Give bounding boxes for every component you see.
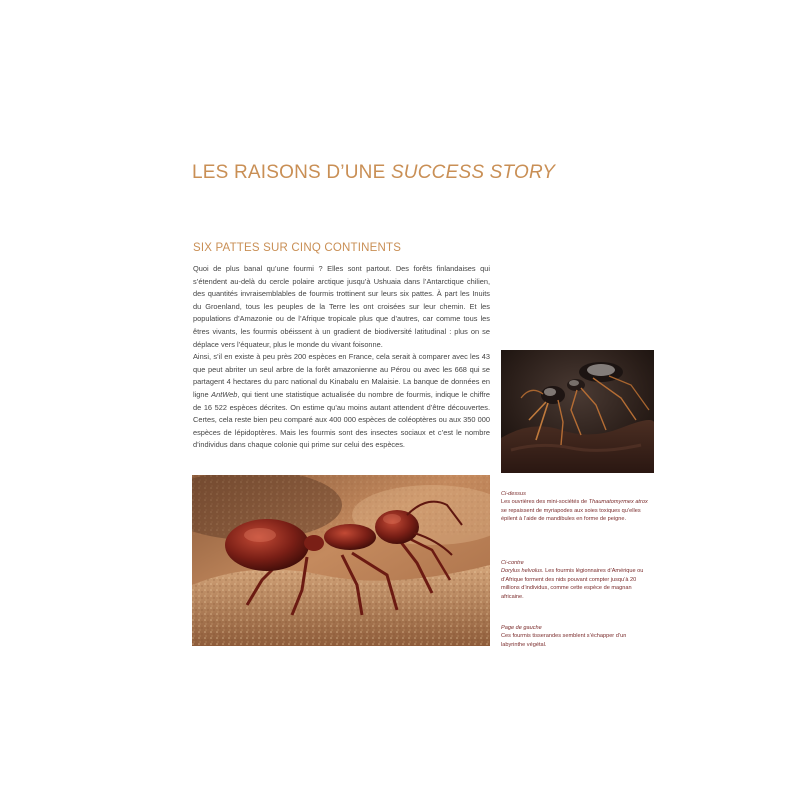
paragraph-2-start: Ainsi, s’il en existe à peu près 200 espèces en France, cela serait à comparer avec les 43 que peut abriter un seul arbre de la forêt amazonienne au Pérou ou avec les 668 qui se partagent 4 hectares du parc national du Kinabalu en Malaisie. La banque de données en ligne [193, 352, 490, 399]
chapter-title-text: LES RAISONS D’UNE [192, 162, 391, 183]
caption-above-label: Ci-dessus [501, 491, 526, 497]
photo-ant-red [192, 475, 490, 646]
caption-opposite [501, 559, 651, 601]
paragraph-1: Quoi de plus banal qu’une fourmi ? Elles sont partout. Des forêts finlandaises qui s’étendent au-delà du cercle polaire arctique jusqu’à Ushuaia dans l’Antarctique chilien, des quantités invraisemblables de fourmis trottinent sur leurs six pattes. À part les Inuits du Groenland, tous les peuples de la Terre les ont croisées sur leur chemin. Et les populations d’Amazonie ou de l’Afrique tropicale plus que d’autres, car comme tous les êtres vivants, les fourmis obéissent à un gradient de biodiversité latitudinal : plus on se déplace vers l’équateur, plus le monde du vivant foisonne. [193, 264, 490, 349]
caption-left-page-text-start: Ces fourmis tisserandes semblent s’échapper d’un labyrinthe végétal. [501, 633, 627, 648]
caption-above [501, 490, 651, 524]
caption-opposite-text-end: . Les fourmis légionnaires d’Amérique ou d’Afrique forment des nids pouvant compter jusqu’à 20 millions d’individus, comme cette espèce de magnan africaine. [501, 568, 644, 600]
body-text [193, 263, 490, 452]
paragraph-2 [193, 351, 490, 452]
caption-above-text-start: Les ouvrières des mini-sociétés de [501, 499, 589, 506]
section-subtitle: SIX PATTES SUR CINQ CONTINENTS [193, 242, 402, 254]
caption-opposite-label: Ci-contre [501, 560, 524, 566]
caption-above-species: Thaumatomyrmex atrox [588, 499, 648, 506]
antweb-italic: AntWeb [211, 389, 238, 399]
photo-ant-dark [501, 350, 654, 473]
caption-left-page [501, 624, 651, 649]
photo-ant-dark-image [501, 350, 654, 473]
chapter-title [192, 162, 632, 184]
paragraph-2-end: , qui tient une statistique actualisée du nombre de fourmis, indique le chiffre de 16 522 espèces décrites. On estime qu’au moins autant attendent d’être découvertes. Certes, cela reste bien peu comparé aux 400 000 espèces de coléoptères ou aux 350 000 espèces de lépidoptères. Mais les fourmis sont des insectes sociaux et c’est le nombre d’individus dans chaque colonie qui prime sur celui des espèces. [193, 389, 491, 450]
chapter-title-italic: SUCCESS STORY [390, 162, 556, 183]
caption-left-page-label: Page de gauche [501, 625, 542, 631]
photo-ant-red-image [192, 475, 490, 646]
caption-above-text-end: se repaissent de myriapodes aux soies toxiques qu’elles épilent à l’aide de mandibules en forme de peigne. [501, 507, 641, 523]
caption-opposite-species: Dorylus helvolus [501, 568, 543, 575]
